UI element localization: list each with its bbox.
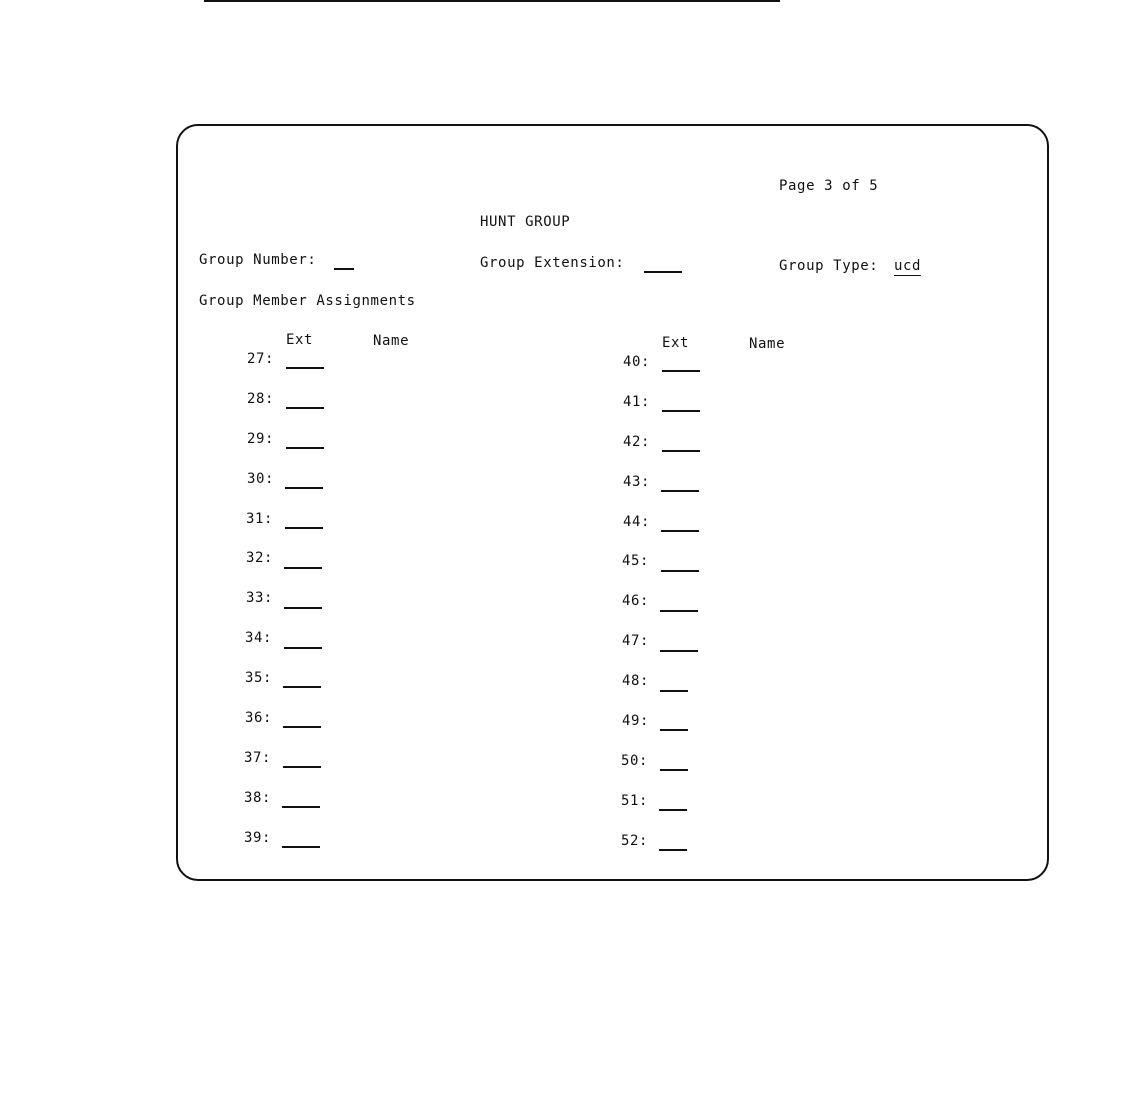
left-row-ext-field[interactable] xyxy=(282,806,320,808)
left-name-column-header: Name xyxy=(373,333,410,349)
left-row-number: 36: xyxy=(245,710,273,726)
right-row-number: 40: xyxy=(623,354,651,370)
right-row-ext-field[interactable] xyxy=(660,610,698,612)
right-row-number: 50: xyxy=(621,753,649,769)
right-row-number: 42: xyxy=(623,434,651,450)
right-row-ext-field[interactable] xyxy=(661,490,699,492)
left-row-number: 29: xyxy=(247,431,275,447)
right-row-number: 52: xyxy=(621,833,649,849)
left-row-ext-field[interactable] xyxy=(286,407,324,409)
left-row-number: 39: xyxy=(244,830,272,846)
right-row-ext-field[interactable] xyxy=(661,570,699,572)
right-row-number: 48: xyxy=(622,673,650,689)
left-row-number: 38: xyxy=(244,790,272,806)
left-row-ext-field[interactable] xyxy=(283,686,321,688)
left-row-ext-field[interactable] xyxy=(284,607,322,609)
left-row-ext-field[interactable] xyxy=(285,487,323,489)
right-row-ext-field[interactable] xyxy=(662,370,700,372)
left-row-number: 32: xyxy=(246,550,274,566)
left-row-number: 28: xyxy=(247,391,275,407)
right-row-ext-field[interactable] xyxy=(660,729,688,731)
right-row-ext-field[interactable] xyxy=(660,690,688,692)
page-indicator: Page 3 of 5 xyxy=(779,178,879,194)
right-ext-column-header: Ext xyxy=(662,335,690,351)
left-row-ext-field[interactable] xyxy=(282,846,320,848)
right-row-ext-field[interactable] xyxy=(660,650,698,652)
right-row-number: 45: xyxy=(622,553,650,569)
right-row-number: 43: xyxy=(623,474,651,490)
left-row-number: 27: xyxy=(247,351,275,367)
top-page-rule xyxy=(204,0,780,2)
group-extension-field[interactable] xyxy=(644,271,682,273)
left-row-ext-field[interactable] xyxy=(286,367,324,369)
left-row-number: 37: xyxy=(244,750,272,766)
left-row-number: 31: xyxy=(246,511,274,527)
group-type-field[interactable]: ucd xyxy=(894,258,922,274)
group-number-field[interactable] xyxy=(334,268,354,270)
right-row-number: 46: xyxy=(622,593,650,609)
right-row-ext-field[interactable] xyxy=(662,410,700,412)
right-name-column-header: Name xyxy=(749,336,786,352)
right-row-ext-field[interactable] xyxy=(659,809,687,811)
right-row-ext-field[interactable] xyxy=(662,450,700,452)
left-ext-column-header: Ext xyxy=(286,332,314,348)
right-row-number: 41: xyxy=(623,394,651,410)
left-row-ext-field[interactable] xyxy=(283,726,321,728)
left-row-ext-field[interactable] xyxy=(285,527,323,529)
right-row-ext-field[interactable] xyxy=(660,769,688,771)
right-row-ext-field[interactable] xyxy=(659,849,687,851)
right-row-number: 44: xyxy=(623,514,651,530)
group-extension-label: Group Extension: xyxy=(480,255,625,271)
left-row-ext-field[interactable] xyxy=(284,567,322,569)
right-row-number: 49: xyxy=(622,713,650,729)
right-row-number: 47: xyxy=(622,633,650,649)
left-row-number: 35: xyxy=(245,670,273,686)
left-row-ext-field[interactable] xyxy=(283,766,321,768)
left-row-number: 34: xyxy=(245,630,273,646)
group-type-label: Group Type: xyxy=(779,258,879,274)
group-member-assignments-label: Group Member Assignments xyxy=(199,293,416,309)
right-row-ext-field[interactable] xyxy=(661,530,699,532)
left-row-number: 33: xyxy=(246,590,274,606)
left-row-number: 30: xyxy=(247,471,275,487)
form-title: HUNT GROUP xyxy=(480,214,571,230)
right-row-number: 51: xyxy=(621,793,649,809)
left-row-ext-field[interactable] xyxy=(284,647,322,649)
group-number-label: Group Number: xyxy=(199,252,317,268)
left-row-ext-field[interactable] xyxy=(286,447,324,449)
